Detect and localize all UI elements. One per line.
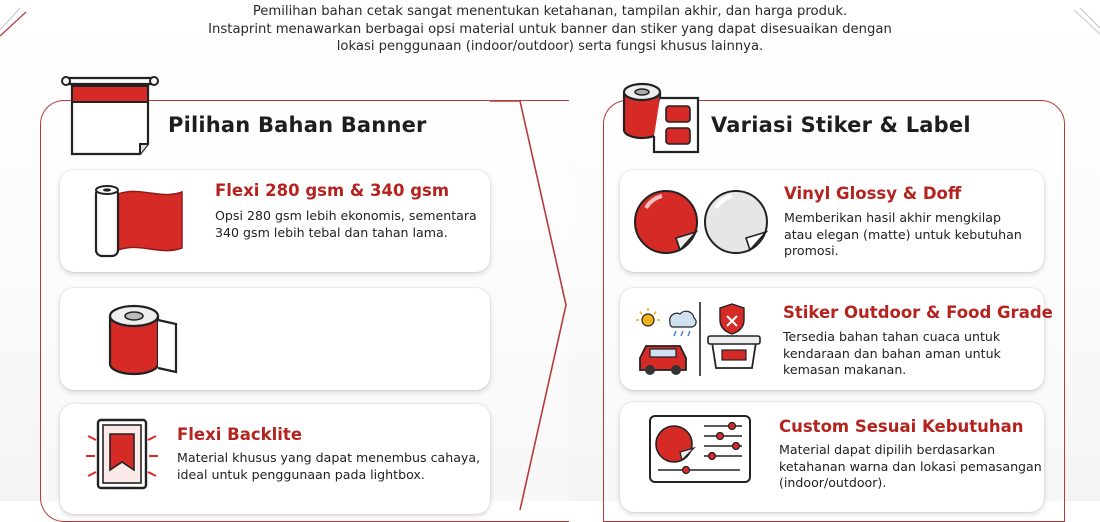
banner-card-flexi[interactable] — [60, 170, 490, 272]
flexi-desc-line-1: Opsi 280 gsm lebih ekonomis, sementara — [215, 208, 477, 223]
section-chevron-divider — [490, 100, 570, 510]
outdoor-food-description — [783, 329, 1001, 379]
custom-desc-line-3: (indoor/outdoor). — [779, 475, 887, 490]
vinyl-desc-line-1: Memberikan hasil akhir mengkilap — [784, 210, 1002, 225]
flexi-roll-icon — [90, 182, 186, 262]
vinyl-desc-line-3: promosi. — [784, 243, 839, 258]
glossy-doff-sticker-icon — [632, 186, 768, 258]
outdoor-food-desc-line-1: Tersedia bahan tahan cuaca untuk — [783, 329, 1001, 344]
custom-desc-line-1: Material dapat dipilih berdasarkan — [779, 442, 996, 457]
banner-card-backlite[interactable] — [60, 404, 490, 514]
intro-text — [150, 3, 950, 56]
sticker-card-vinyl[interactable] — [620, 170, 1044, 272]
outdoor-food-title: Stiker Outdoor & Food Grade — [783, 303, 1053, 322]
custom-desc-line-2: ketahanan warna dan lokasi pemasangan — [779, 458, 1042, 474]
sticker-roll-icon — [614, 78, 704, 160]
intro-line-2: Instaprint menawarkan berbagai opsi material untuk banner dan stiker yang dapat disesuaikan dengan — [208, 21, 892, 37]
vinyl-desc-line-2: atau elegan (matte) untuk kebutuhan — [784, 226, 1022, 242]
banner-card-material-roll[interactable] — [60, 288, 490, 390]
custom-title: Custom Sesuai Kebutuhan — [779, 417, 1024, 436]
vinyl-title: Vinyl Glossy & Doff — [784, 184, 962, 203]
backlite-desc-line-1: Material khusus yang dapat menembus cahaya, — [177, 450, 481, 465]
backlite-description — [177, 450, 480, 483]
backlite-title: Flexi Backlite — [177, 425, 303, 444]
outdoor-food-icon — [634, 298, 774, 380]
outdoor-food-desc-line-2: kendaraan dan bahan aman untuk — [783, 345, 1001, 361]
banner-section-title: Pilihan Bahan Banner — [168, 113, 427, 137]
vinyl-description — [784, 210, 1022, 260]
flexi-desc-line-2: 340 gsm lebih tebal dan tahan lama. — [215, 224, 448, 240]
intro-line-1: Pemilihan bahan cetak sangat menentukan ketahanan, tampilan akhir, dan harga produk. — [252, 4, 848, 19]
top-right-ornament — [1040, 0, 1100, 40]
flexi-title: Flexi 280 gsm & 340 gsm — [215, 181, 450, 200]
banner-hanging-icon — [60, 74, 160, 160]
sticker-section-title: Variasi Stiker & Label — [711, 113, 971, 137]
flexi-description — [215, 208, 477, 241]
intro-line-3: lokasi penggunaan (indoor/outdoor) serta fungsi khusus lainnya. — [336, 39, 764, 54]
material-roll-icon — [104, 298, 184, 382]
lightbox-icon — [84, 416, 160, 498]
top-left-ornament — [0, 0, 60, 40]
outdoor-food-desc-line-3: kemasan makanan. — [783, 362, 907, 377]
custom-description — [779, 442, 1042, 492]
custom-settings-icon — [648, 414, 754, 486]
sticker-card-outdoor-food[interactable] — [620, 288, 1053, 390]
backlite-desc-line-2: ideal untuk penggunaan pada lightbox. — [177, 466, 425, 482]
sticker-card-custom[interactable] — [620, 402, 1044, 512]
